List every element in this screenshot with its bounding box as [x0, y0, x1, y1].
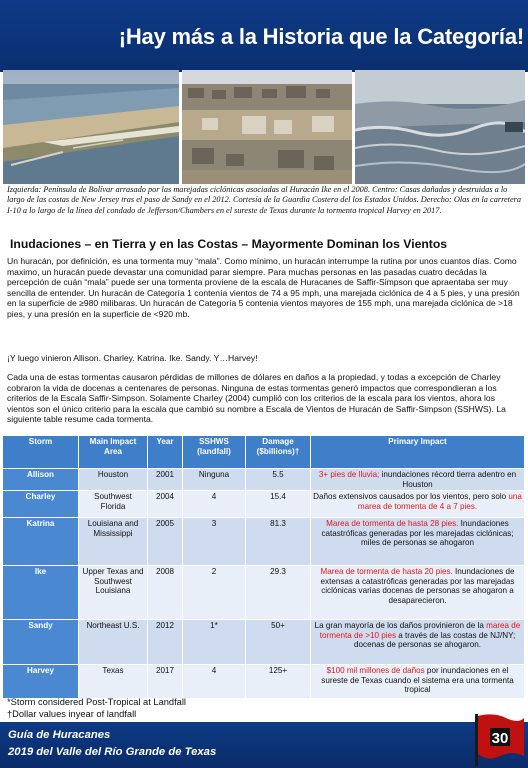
impact-text: Daños extensivos causados por los vientos, pero solo	[313, 492, 509, 502]
footer-guide-title: Guía de Huracanes	[8, 729, 111, 741]
damaged-houses-photo	[182, 70, 352, 184]
table-header-row	[3, 436, 525, 469]
impact-area: Louisiana and Mississippi	[79, 518, 148, 566]
impact-text: a través de las costas de NJ/NY; docenas de personas se ahogaron.	[354, 630, 516, 650]
page-title: ¡Hay más a la Historia que la Categoría!	[118, 24, 524, 49]
damage-value: 15.4	[246, 491, 311, 518]
impact-highlight: Marea de tormenta de hasta 20 pies.	[320, 567, 453, 577]
storm-name: Ike	[3, 566, 79, 620]
primary-impact	[311, 620, 525, 665]
summary-paragraph: Cada una de estas tormentas causaron pérdidas de millones de dólares en daños a la propiedad, y todas a excepción de Charley cobraron la vida de docenas a centenares de personas. Ninguna de estas tormentas generó impactos que correspondieran a los criterios de la Escala Saffir-Simpson. Solamente Charley (2004) cumplió con los criterios de la escala para los vientos, ahora los vientos son el único criterio para la escala que cambió su nombre a Escala de Vientos de Huracán de Saffir-Simpson (SSHWS). La siguiente table resume cada tormenta.	[7, 372, 506, 424]
photo-strip	[3, 70, 525, 184]
sshws-category: 4	[183, 665, 246, 699]
impact-area: Northeast U.S.	[79, 620, 148, 665]
primary-impact	[311, 665, 525, 699]
header-area: Main Impact Area	[79, 436, 148, 469]
post-tropical-note: *Storm considered Post-Tropical at Landfall	[7, 697, 186, 707]
impact-highlight: marea de tormenta de >10 pies	[319, 621, 521, 640]
sshws-category: 1*	[183, 620, 246, 665]
page-number: 30	[491, 730, 509, 747]
header-storm: Storm	[3, 436, 79, 469]
impact-area: Southwest Florida	[79, 491, 148, 518]
sshws-category: Ninguna	[183, 469, 246, 491]
section-heading: Inudaciones – en Tierra y en las Costas – Mayormente Dominan los Vientos	[10, 237, 448, 251]
sshws-category: 2	[183, 566, 246, 620]
table-row	[3, 469, 525, 491]
photo-caption: Izquierda: Península de Bolívar arrasado por las marejadas ciclónicas asociadas al Huracán Ike en el 2008. Centro: Casas dañadas y destruidas a lo largo de las costas de New Jersey tras el paso de Sandy en el 2012. Cortesía de la Guardia Costera del los Estados Unidos. Derecho: Olas en la carretera I-10 a lo largo de la línea del condado de Jefferson/Chambers en el sureste de Texas durante la tormenta tropical Harvey en 2017.	[7, 185, 522, 215]
header-damage: Damage ($billions)†	[246, 436, 311, 469]
impact-text: Inundaciones catastróficas generadas por les marejadas ciclónicas; miles de personas se ahogaron	[321, 519, 514, 548]
impact-area: Houston	[79, 469, 148, 491]
impact-highlight: una marea de tormenta de 4 a 7 pies.	[357, 492, 522, 511]
table-row	[3, 518, 525, 566]
damage-value: 81.3	[246, 518, 311, 566]
primary-impact	[311, 491, 525, 518]
primary-impact	[311, 566, 525, 620]
damage-value: 50+	[246, 620, 311, 665]
storm-year: 2005	[148, 518, 183, 566]
storms-list-paragraph: ¡Y luego vinieron Allison. Charley. Katrina. Ike. Sandy. Y…Harvey!	[7, 353, 258, 363]
table-row	[3, 491, 525, 518]
highway-waves-photo	[355, 70, 525, 184]
primary-impact	[311, 518, 525, 566]
storm-impact-table	[2, 435, 525, 699]
dollar-values-note: †Dollar values inyear of landfall	[7, 709, 137, 719]
storm-year: 2017	[148, 665, 183, 699]
damage-value: 5.5	[246, 469, 311, 491]
storm-year: 2001	[148, 469, 183, 491]
impact-area: Texas	[79, 665, 148, 699]
impact-text: Inundaciones de extensas a catastróficas generadas por las marejadas ciclónicas varias docenas de personas se ahogaron a desaparecieron.	[320, 567, 515, 605]
sshws-category: 3	[183, 518, 246, 566]
sshws-category: 4	[183, 491, 246, 518]
damage-value: 125+	[246, 665, 311, 699]
impact-text: por inundaciones en el sureste de Texas cuando el sistema era una tormenta tropical	[321, 666, 514, 695]
header-impact: Primary Impact	[311, 436, 525, 469]
impact-area: Upper Texas and Southwest Louisiana	[79, 566, 148, 620]
intro-paragraph: Un huracán, por definición, es una tormenta muy “mala”. Como mínimo, un huracán interrumpe la rutina por unos cuantos días. Como maximo, un huracán puede devastar una comunidad parar siempre. Para muchas personas en las pasadas cuatro decádas la percepción de cuán “mala” puede ser una tormenta proviene de la escala de Huracanes de Saffir-Simpson que apraentaba ser muy sencilla de entender. Un huracán de Categoría 1 contenía vientos de 74 a 95 mph, una marejada ciclónica de 4 a 5 pies, y una presión en la superficie de ≥980 milibaras. Un huracán de Categoría 5 contenia vientos mayores de 155 mph, una marejada ciclónica de >18 pies, y una presión en la superficie de <920 mb.	[7, 256, 520, 319]
storm-name: Harvey	[3, 665, 79, 699]
storm-name: Charley	[3, 491, 79, 518]
peninsula-aerial-photo	[3, 70, 179, 184]
storm-year: 2012	[148, 620, 183, 665]
storm-name: Katrina	[3, 518, 79, 566]
storm-name: Allison	[3, 469, 79, 491]
storm-name: Sandy	[3, 620, 79, 665]
impact-highlight: $100 mil millones de daños	[326, 666, 425, 676]
impact-highlight: Marea de tormenta de hasta 28 pies.	[326, 519, 459, 529]
footer-guide-subtitle: 2019 del Valle del Río Grande de Texas	[8, 746, 217, 758]
impact-highlight: 3+ pies de lluvia;	[318, 470, 380, 479]
table-row	[3, 665, 525, 699]
storm-year: 2004	[148, 491, 183, 518]
header-sshws: SSHWS (landfall)	[183, 436, 246, 469]
table-row	[3, 566, 525, 620]
impact-text: inundaciones récord tierra adentro en Houston	[379, 470, 517, 489]
header-year: Year	[148, 436, 183, 469]
table-row	[3, 620, 525, 665]
primary-impact	[311, 469, 525, 491]
storm-year: 2008	[148, 566, 183, 620]
damage-value: 29.3	[246, 566, 311, 620]
impact-text: La gran mayoría de los daños provinieron de la	[314, 621, 487, 631]
